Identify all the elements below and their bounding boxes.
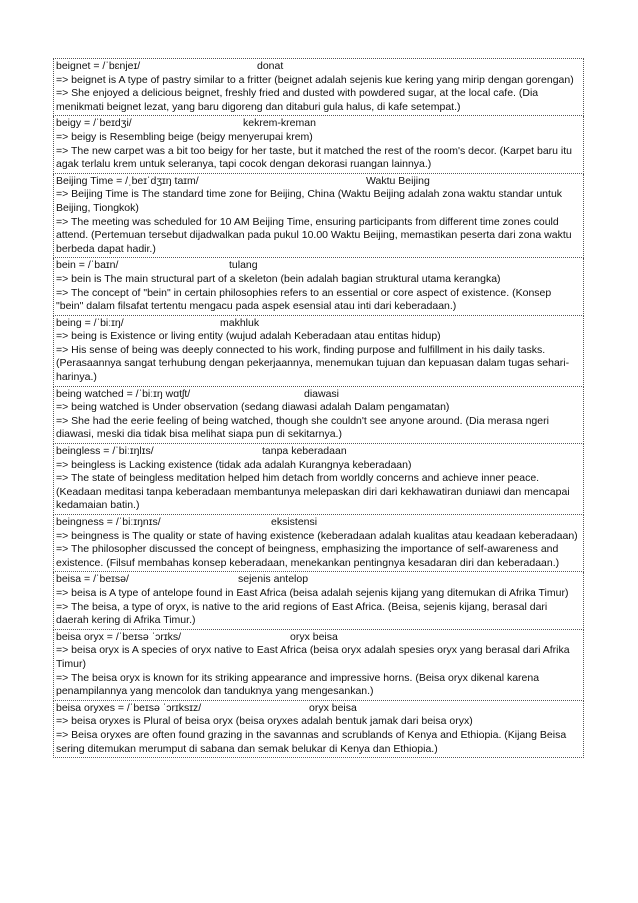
term-pronunciation: beigy = /ˈbeɪdʒi/ xyxy=(56,117,132,130)
definition: => beingless is Lacking existence (tidak ada adalah Kurangnya keberadaan) xyxy=(56,458,412,471)
glossary-entry xyxy=(53,116,584,173)
term-pronunciation: beingless = /ˈbiːɪŋlɪs/ xyxy=(56,445,154,458)
example: => The philosopher discussed the concept of beingness, emphasizing the importance of self-awareness and existence. (Filsuf membahas konsep keberadaan, menekankan pentingnya kesadaran diri dan keberadaan.) xyxy=(56,543,560,569)
glossary-entry xyxy=(53,387,584,444)
glossary-entry xyxy=(53,444,584,515)
example: => The state of beingless meditation helped him detach from worldly concerns and achieve inner peace. (Keadaan meditasi tanpa keberadaan membantunya melepaskan diri dari kekhawatiran duniawi dan mencapai kedamaian batin.) xyxy=(56,472,570,512)
example: => The beisa, a type of oryx, is native to the arid regions of East Africa. (Beisa, sejenis kijang, berasal dari daerah kering di Afrika Timur.) xyxy=(56,600,548,627)
definition: => being watched is Under observation (sedang diawasi adalah Dalam pengamatan) xyxy=(56,401,450,414)
entry-header xyxy=(56,631,581,645)
glossary-entry xyxy=(53,174,584,259)
definition: => beignet is A type of pastry similar to a fritter (beignet adalah sejenis kue kering yang mirip dengan gorengan) xyxy=(56,73,574,86)
glossary-entry xyxy=(53,258,584,315)
entry-header xyxy=(56,317,581,331)
glossary-entry xyxy=(53,58,584,116)
translation: tulang xyxy=(229,259,258,272)
term-pronunciation: Beijing Time = /ˌbeɪˈdʒɪŋ taɪm/ xyxy=(56,174,199,187)
glossary-entry xyxy=(53,701,584,758)
translation: makhluk xyxy=(220,316,260,329)
example: => His sense of being was deeply connected to his work, finding purpose and fulfillment in his daily tasks. (Perasaannya sangat terhubung dengan pekerjaannya, menemukan tujuan dan kepuasan dalam tugas sehari-harinya.) xyxy=(56,343,570,384)
entry-header xyxy=(56,175,581,189)
example: => The concept of "bein" in certain philosophies refers to an essential or core aspect of existence. (Konsep "bein" dalam filsafat tertentu mengacu pada aspek esensial atau inti dari keberadaan.) xyxy=(56,286,552,313)
term-pronunciation: beisa = /ˈbeɪsə/ xyxy=(56,573,129,586)
translation: eksistensi xyxy=(271,516,318,528)
translation: oryx beisa xyxy=(290,630,338,643)
entry-header xyxy=(56,445,581,459)
entry-header xyxy=(56,60,581,74)
entry-header xyxy=(56,573,581,587)
term-pronunciation: beisa oryxes = /ˈbeɪsə ˈɔrɪksɪz/ xyxy=(56,701,202,714)
term-pronunciation: beingness = /ˈbiːɪŋnɪs/ xyxy=(56,516,161,528)
entry-header xyxy=(56,516,581,530)
definition: => beisa oryxes is Plural of beisa oryx (beisa oryxes adalah bentuk jamak dari beisa oryx) xyxy=(56,715,473,728)
definition: => beisa oryx is A species of oryx native to East Africa (beisa oryx adalah spesies oryx yang berasal dari Afrika Timur) xyxy=(56,644,570,670)
glossary-entry xyxy=(53,515,584,572)
translation: diawasi xyxy=(304,387,340,400)
definition: => bein is The main structural part of a skeleton (bein adalah bagian struktural utama kerangka) xyxy=(56,272,501,285)
glossary-entry xyxy=(53,630,584,701)
definition: => beisa is A type of antelope found in East Africa (beisa adalah sejenis kijang yang ditemukan di Afrika Timur) xyxy=(56,586,569,599)
definition: => beigy is Resembling beige (beigy menyerupai krem) xyxy=(56,130,313,143)
translation: donat xyxy=(257,60,284,72)
example: => The new carpet was a bit too beigy for her taste, but it matched the rest of the room's decor. (Karpet baru itu agak terlalu krem untuk seleranya, tapi cocok dengan dekorasi ruangan lainnya.) xyxy=(56,144,573,171)
translation: sejenis antelop xyxy=(238,573,309,586)
translation: kekrem-kreman xyxy=(243,117,316,130)
definition: => Beijing Time is The standard time zone for Beijing, China (Waktu Beijing adalah zona waktu standar untuk Beijing, Tiongkok) xyxy=(56,188,563,214)
entry-header xyxy=(56,702,581,716)
translation: oryx beisa xyxy=(309,701,357,714)
glossary-entry xyxy=(53,572,584,629)
example: => She enjoyed a delicious beignet, freshly fried and dusted with powdered sugar, at the local cafe. (Dia menikmati beignet lezat, yang baru digoreng dan ditaburi gula halus, di kafe setempat.) xyxy=(56,87,539,113)
glossary-page xyxy=(53,58,584,758)
term-pronunciation: bein = /ˈbaɪn/ xyxy=(56,259,119,272)
definition: => being is Existence or living entity (wujud adalah Keberadaan atau entitas hidup) xyxy=(56,330,441,343)
term-pronunciation: beignet = /ˈbɛnjeɪ/ xyxy=(56,60,141,72)
term-pronunciation: being = /ˈbiːɪŋ/ xyxy=(56,316,124,329)
definition: => beingness is The quality or state of having existence (keberadaan adalah kualitas atau keadaan keberadaan) xyxy=(56,529,578,542)
example: => The beisa oryx is known for its striking appearance and impressive horns. (Beisa oryx dikenal karena penampilannya yang mencolok dan tanduknya yang mengesankan.) xyxy=(56,671,540,698)
term-pronunciation: being watched = /ˈbiːɪŋ wɑtʃt/ xyxy=(56,387,191,400)
example: => Beisa oryxes are often found grazing in the savannas and scrublands of Kenya and Ethiopia. (Kijang Beisa sering ditemukan merumput di sabana dan semak belukar di Kenya dan Ethiopia.) xyxy=(56,728,567,755)
entry-header xyxy=(56,259,581,273)
example: => The meeting was scheduled for 10 AM Beijing Time, ensuring participants from different time zones could attend. (Pertemuan tersebut dijadwalkan pada pukul 10.00 Waktu Beijing, memastikan peserta dari zona waktu berbeda dapat hadir.) xyxy=(56,215,572,255)
translation: Waktu Beijing xyxy=(366,174,430,187)
term-pronunciation: beisa oryx = /ˈbeɪsə ˈɔrɪks/ xyxy=(56,630,182,643)
glossary-entry xyxy=(53,316,584,387)
example: => She had the eerie feeling of being watched, though she couldn't see anyone around. (Dia merasa ngeri diawasi, meski dia tidak bisa melihat siapa pun di sekitarnya.) xyxy=(56,414,549,441)
translation: tanpa keberadaan xyxy=(262,445,347,458)
entry-header xyxy=(56,117,581,131)
entry-header xyxy=(56,388,581,402)
